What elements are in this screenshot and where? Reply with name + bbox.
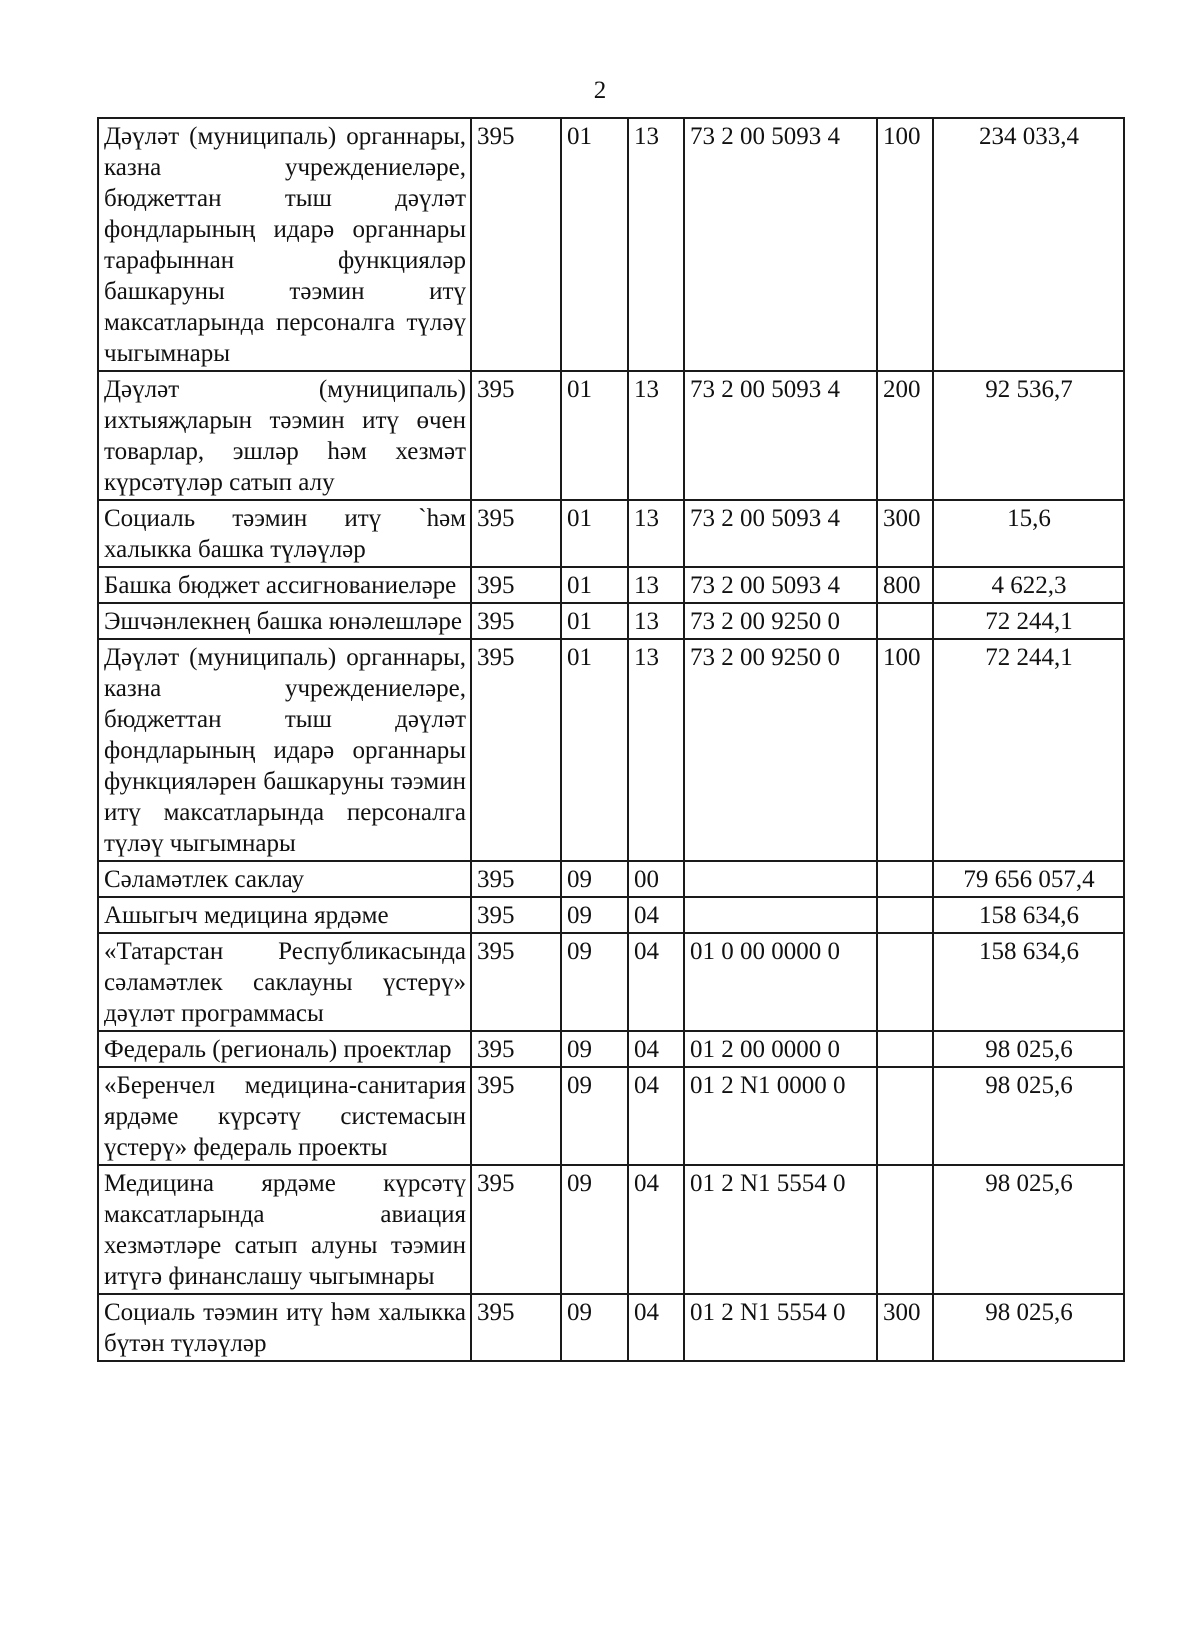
table-row [98, 897, 1124, 933]
expense-type-cell [877, 1165, 933, 1294]
subsection-code-cell: 04 [628, 897, 684, 933]
row-name-cell: Социаль тәэмин итү `һәм халыкка башка түләүләр [98, 500, 471, 567]
ministry-code-cell: 395 [471, 1031, 561, 1067]
target-article-cell: 73 2 00 5093 4 [684, 567, 877, 603]
subsection-code-cell: 04 [628, 1067, 684, 1165]
amount-cell: 158 634,6 [933, 897, 1124, 933]
table-row [98, 933, 1124, 1031]
expense-type-cell: 800 [877, 567, 933, 603]
row-name-cell: Медицина ярдәме күрсәтү максатларында авиация хезмәтләре сатып алуны тәэмин итүгә финанслашу чыгымнары [98, 1165, 471, 1294]
row-name-cell: Дәүләт (муниципаль) органнары, казна учреждениеләре, бюджеттан тыш дәүләт фондларының идарә органнары тарафыннан функцияләр башкаруны тәэмин итү максатларында персоналга түләү чыгымнары [98, 118, 471, 371]
target-article-cell: 73 2 00 9250 0 [684, 639, 877, 861]
expense-type-cell [877, 1031, 933, 1067]
expense-type-cell [877, 861, 933, 897]
section-code-cell: 01 [561, 118, 628, 371]
amount-cell: 98 025,6 [933, 1031, 1124, 1067]
amount-cell: 98 025,6 [933, 1067, 1124, 1165]
expense-type-cell: 100 [877, 118, 933, 371]
expense-type-cell [877, 933, 933, 1031]
table-row [98, 500, 1124, 567]
target-article-cell: 73 2 00 5093 4 [684, 371, 877, 500]
table-row [98, 118, 1124, 371]
expense-type-cell [877, 1067, 933, 1165]
ministry-code-cell: 395 [471, 1294, 561, 1361]
subsection-code-cell: 13 [628, 118, 684, 371]
amount-cell: 72 244,1 [933, 639, 1124, 861]
row-name-cell: Федераль (региональ) проектлар [98, 1031, 471, 1067]
expense-type-cell: 300 [877, 1294, 933, 1361]
amount-cell: 98 025,6 [933, 1294, 1124, 1361]
budget-table [97, 117, 1125, 1362]
section-code-cell: 09 [561, 1067, 628, 1165]
table-row [98, 603, 1124, 639]
ministry-code-cell: 395 [471, 1165, 561, 1294]
target-article-cell: 73 2 00 5093 4 [684, 500, 877, 567]
section-code-cell: 09 [561, 861, 628, 897]
subsection-code-cell: 13 [628, 639, 684, 861]
target-article-cell: 01 2 N1 5554 0 [684, 1294, 877, 1361]
section-code-cell: 01 [561, 639, 628, 861]
expense-type-cell: 100 [877, 639, 933, 861]
row-name-cell: Сәламәтлек саклау [98, 861, 471, 897]
ministry-code-cell: 395 [471, 371, 561, 500]
expense-type-cell [877, 897, 933, 933]
section-code-cell: 09 [561, 1165, 628, 1294]
section-code-cell: 09 [561, 1031, 628, 1067]
target-article-cell: 73 2 00 5093 4 [684, 118, 877, 371]
ministry-code-cell: 395 [471, 603, 561, 639]
subsection-code-cell: 13 [628, 371, 684, 500]
amount-cell: 72 244,1 [933, 603, 1124, 639]
table-row [98, 1165, 1124, 1294]
expense-type-cell: 300 [877, 500, 933, 567]
table-row [98, 1067, 1124, 1165]
section-code-cell: 01 [561, 371, 628, 500]
ministry-code-cell: 395 [471, 897, 561, 933]
ministry-code-cell: 395 [471, 1067, 561, 1165]
table-body [98, 118, 1124, 1361]
page-number: 2 [593, 77, 607, 104]
amount-cell: 98 025,6 [933, 1165, 1124, 1294]
subsection-code-cell: 00 [628, 861, 684, 897]
subsection-code-cell: 04 [628, 1294, 684, 1361]
amount-cell: 79 656 057,4 [933, 861, 1124, 897]
subsection-code-cell: 04 [628, 1031, 684, 1067]
amount-cell: 4 622,3 [933, 567, 1124, 603]
amount-cell: 158 634,6 [933, 933, 1124, 1031]
amount-cell: 234 033,4 [933, 118, 1124, 371]
expense-type-cell: 200 [877, 371, 933, 500]
table-row [98, 1031, 1124, 1067]
ministry-code-cell: 395 [471, 861, 561, 897]
section-code-cell: 01 [561, 567, 628, 603]
subsection-code-cell: 13 [628, 567, 684, 603]
row-name-cell: Эшчәнлекнең башка юнәлешләре [98, 603, 471, 639]
ministry-code-cell: 395 [471, 118, 561, 371]
amount-cell: 92 536,7 [933, 371, 1124, 500]
amount-cell: 15,6 [933, 500, 1124, 567]
row-name-cell: Социаль тәэмин итү һәм халыкка бүтән түләүләр [98, 1294, 471, 1361]
section-code-cell: 09 [561, 897, 628, 933]
section-code-cell: 01 [561, 500, 628, 567]
target-article-cell [684, 861, 877, 897]
subsection-code-cell: 04 [628, 933, 684, 1031]
target-article-cell: 01 2 N1 5554 0 [684, 1165, 877, 1294]
table-row [98, 861, 1124, 897]
row-name-cell: «Беренчел медицина-санитария ярдәме күрсәтү системасын үстерү» федераль проекты [98, 1067, 471, 1165]
row-name-cell: Башка бюджет ассигнованиеләре [98, 567, 471, 603]
target-article-cell: 01 2 N1 0000 0 [684, 1067, 877, 1165]
ministry-code-cell: 395 [471, 500, 561, 567]
table-row [98, 639, 1124, 861]
row-name-cell: Дәүләт (муниципаль) органнары, казна учреждениеләре, бюджеттан тыш дәүләт фондларының идарә органнары функцияләрен башкаруны тәэмин итү максатларында персоналга түләү чыгымнары [98, 639, 471, 861]
section-code-cell: 09 [561, 1294, 628, 1361]
target-article-cell [684, 897, 877, 933]
table-row [98, 371, 1124, 500]
target-article-cell: 01 2 00 0000 0 [684, 1031, 877, 1067]
row-name-cell: Ашыгыч медицина ярдәме [98, 897, 471, 933]
ministry-code-cell: 395 [471, 639, 561, 861]
row-name-cell: «Татарстан Республикасында сәламәтлек саклауны үстерү» дәүләт программасы [98, 933, 471, 1031]
target-article-cell: 73 2 00 9250 0 [684, 603, 877, 639]
row-name-cell: Дәүләт (муниципаль) ихтыяҗларын тәэмин итү өчен товарлар, эшләр һәм хезмәт күрсәтүләр сатып алу [98, 371, 471, 500]
subsection-code-cell: 04 [628, 1165, 684, 1294]
table-row [98, 567, 1124, 603]
subsection-code-cell: 13 [628, 603, 684, 639]
table-row [98, 1294, 1124, 1361]
ministry-code-cell: 395 [471, 933, 561, 1031]
target-article-cell: 01 0 00 0000 0 [684, 933, 877, 1031]
section-code-cell: 01 [561, 603, 628, 639]
expense-type-cell [877, 603, 933, 639]
ministry-code-cell: 395 [471, 567, 561, 603]
subsection-code-cell: 13 [628, 500, 684, 567]
section-code-cell: 09 [561, 933, 628, 1031]
